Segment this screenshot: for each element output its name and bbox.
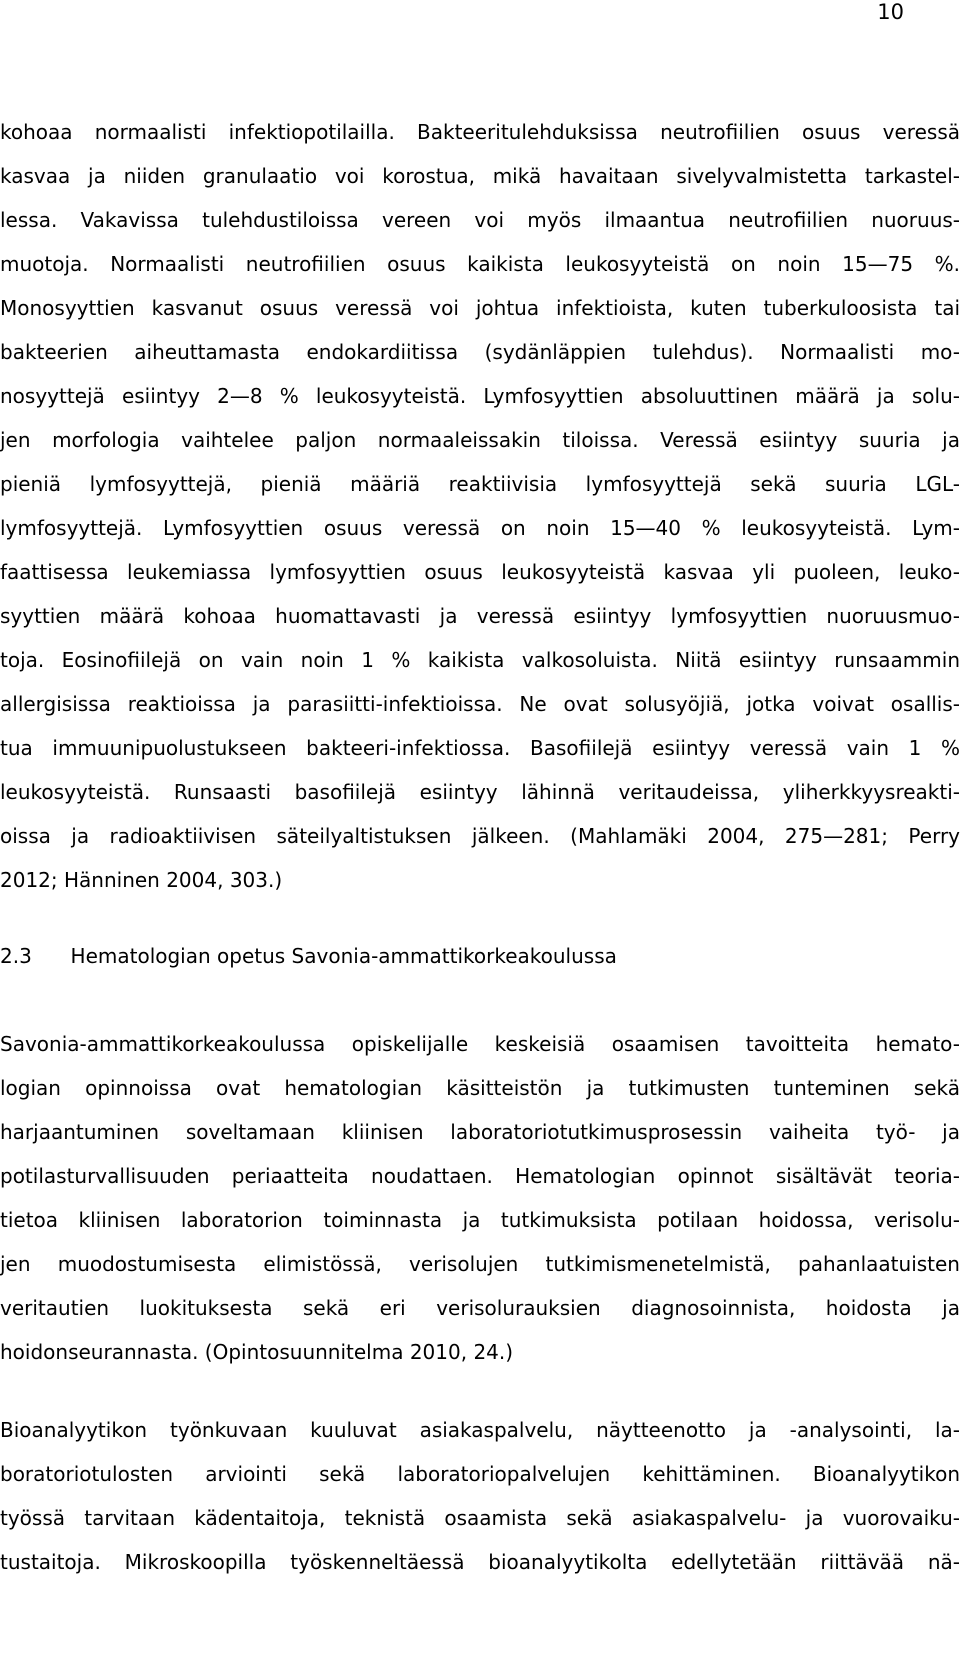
text-line: nosyyttejä esiintyy 2—8 % leukosyyteistä. Lymfosyyttien absoluuttinen määrä ja solu- xyxy=(0,384,960,408)
text-line: logian opinnoissa ovat hematologian käsitteistön ja tutkimusten tunteminen sekä xyxy=(0,1076,960,1100)
text-line: tietoa kliinisen laboratorion toiminnasta ja tutkimuksista potilaan hoidossa, verisolu- xyxy=(0,1208,960,1232)
text-line: kohoaa normaalisti infektiopotilailla. Bakteeritulehduksissa neutrofiilien osuus veressä xyxy=(0,120,960,144)
text-line: harjaantuminen soveltamaan kliinisen laboratoriotutkimusprosessin vaiheita työ- ja xyxy=(0,1120,960,1144)
text-line: jen morfologia vaihtelee paljon normaaleissakin tiloissa. Veressä esiintyy suuria ja xyxy=(0,428,960,452)
text-line: kasvaa ja niiden granulaatio voi korostua, mikä havaitaan sivelyvalmistetta tarkastel- xyxy=(0,164,960,188)
text-line: Savonia-ammattikorkeakoulussa opiskelijalle keskeisiä osaamisen tavoitteita hemato- xyxy=(0,1032,960,1056)
page-number: 10 xyxy=(877,0,904,24)
text-line: toja. Eosinofiilejä on vain noin 1 % kaikista valkosoluista. Niitä esiintyy runsaammin xyxy=(0,648,960,672)
text-line: allergisissa reaktioissa ja parasiitti-infektioissa. Ne ovat solusyöjiä, jotka voivat osallis- xyxy=(0,692,960,716)
section-title: Hematologian opetus Savonia-ammattikorkeakoulussa xyxy=(70,944,617,968)
text-line: veritautien luokituksesta sekä eri verisolurauksien diagnosoinnista, hoidosta ja xyxy=(0,1296,960,1320)
text-line: muotoja. Normaalisti neutrofiilien osuus kaikista leukosyyteistä on noin 15—75 %. xyxy=(0,252,960,276)
text-line: lymfosyyttejä. Lymfosyyttien osuus veressä on noin 15—40 % leukosyyteistä. Lym- xyxy=(0,516,960,540)
text-line: oissa ja radioaktiivisen säteilyaltistuksen jälkeen. (Mahlamäki 2004, 275—281; Perry xyxy=(0,824,960,848)
section-number: 2.3 xyxy=(0,944,32,968)
text-line: bakteerien aiheuttamasta endokardiitissa (sydänläppien tulehdus). Normaalisti mo- xyxy=(0,340,960,364)
text-line: tua immuunipuolustukseen bakteeri-infektiossa. Basofiilejä esiintyy veressä vain 1 % xyxy=(0,736,960,760)
text-line: hoidonseurannasta. (Opintosuunnitelma 2010, 24.) xyxy=(0,1340,514,1364)
text-line: potilasturvallisuuden periaatteita noudattaen. Hematologian opinnot sisältävät teoria- xyxy=(0,1164,960,1188)
text-line: työssä tarvitaan kädentaitoja, teknistä osaamista sekä asiakaspalvelu- ja vuorovaiku- xyxy=(0,1506,960,1530)
text-line: tustaitoja. Mikroskoopilla työskenneltäessä bioanalyytikolta edellytetään riittävää nä- xyxy=(0,1550,960,1574)
text-line: pieniä lymfosyyttejä, pieniä määriä reaktiivisia lymfosyyttejä sekä suuria LGL- xyxy=(0,472,960,496)
text-line: jen muodostumisesta elimistössä, verisolujen tutkimismenetelmistä, pahanlaatuisten xyxy=(0,1252,960,1276)
text-line: Bioanalyytikon työnkuvaan kuuluvat asiakaspalvelu, näytteenotto ja -analysointi, la- xyxy=(0,1418,960,1442)
text-line: Monosyyttien kasvanut osuus veressä voi johtua infektioista, kuten tuberkuloosista tai xyxy=(0,296,960,320)
text-line: lessa. Vakavissa tulehdustiloissa vereen voi myös ilmaantua neutrofiilien nuoruus- xyxy=(0,208,960,232)
text-line: 2012; Hänninen 2004, 303.) xyxy=(0,868,283,892)
text-line: faattisessa leukemiassa lymfosyyttien osuus leukosyyteistä kasvaa yli puoleen, leuko- xyxy=(0,560,960,584)
text-line: syyttien määrä kohoaa huomattavasti ja veressä esiintyy lymfosyyttien nuoruusmuo- xyxy=(0,604,960,628)
text-line: boratoriotulosten arviointi sekä laboratoriopalvelujen kehittäminen. Bioanalyytikon xyxy=(0,1462,960,1486)
section-heading xyxy=(0,944,960,968)
text-line: leukosyyteistä. Runsaasti basofiilejä esiintyy lähinnä veritaudeissa, yliherkkyysreakti- xyxy=(0,780,960,804)
